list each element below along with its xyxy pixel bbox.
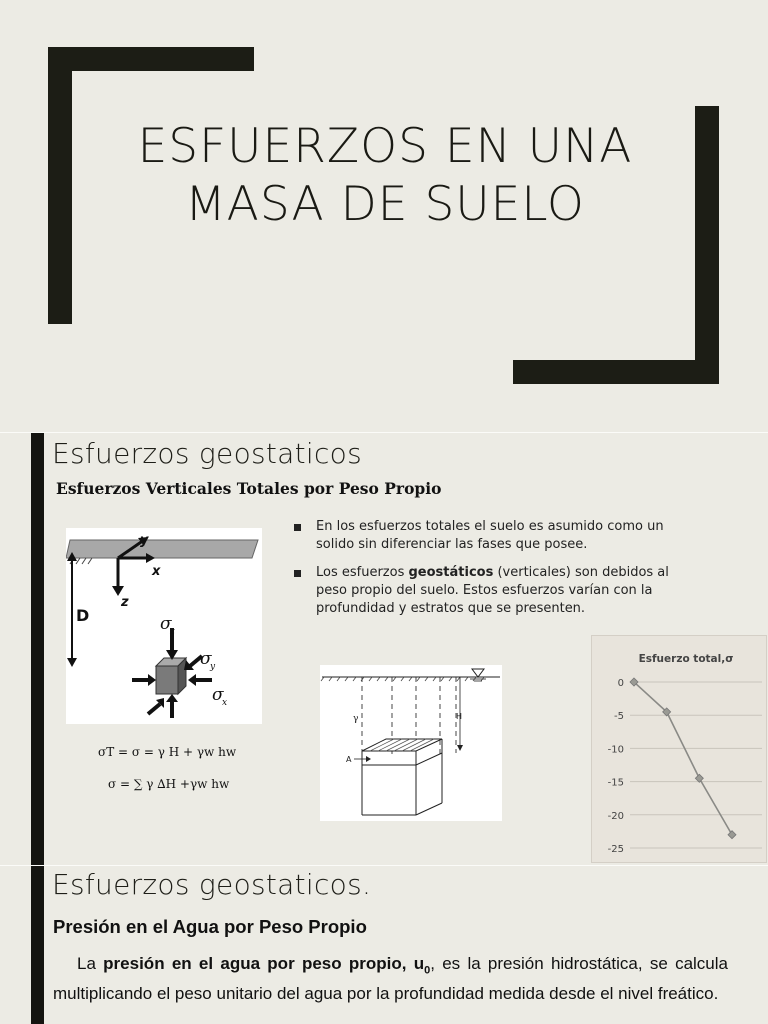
chart-y-tick-label: -5 [614, 711, 624, 723]
gamma-label: γ [353, 714, 359, 724]
frame-top-left-horizontal [48, 47, 254, 71]
depth-label: D [76, 606, 90, 625]
axis-z-label: z [121, 595, 129, 610]
left-accent-bar [31, 866, 44, 1024]
bullet-item: Los esfuerzos geostáticos (verticales) son debidos al peso propio del suelo. Estos esfuerzos varían con la profundidad y estratos que se presenten. [292, 564, 687, 618]
area-label: A [346, 755, 352, 764]
total-stress-chart-svg [592, 636, 768, 864]
sigma-y-subscript: y [210, 662, 216, 672]
frame-bottom-right-horizontal [513, 360, 719, 384]
chart-series-line [634, 682, 732, 835]
frame-top-left-vertical [48, 47, 72, 324]
sigma-x-label: σ [212, 685, 224, 705]
chart-y-tick-label: -25 [607, 844, 624, 855]
soil-element-diagram [66, 528, 262, 724]
chart-title: Esfuerzo total,σ [638, 653, 734, 665]
sigma-y-label: σ [200, 649, 212, 669]
title-line-2: MASA DE SUELO [185, 177, 585, 232]
geostatic-stress-slide [0, 433, 768, 865]
soil-element-svg [66, 528, 262, 724]
soil-column-diagram [320, 665, 502, 821]
formula-total-stress: σT = σ = γ H + γw hw [98, 745, 237, 759]
chart-data-point [728, 831, 736, 839]
total-stress-chart [591, 635, 767, 863]
left-accent-bar [31, 433, 44, 865]
body-paragraph: La presión en el agua por peso propio, $u_0$, es la presión hidrostática, se calcula multiplicando el peso unitario del agua por la profundidad medida desde el nivel freático. [53, 954, 728, 1004]
water-pressure-slide [0, 866, 768, 1024]
frame-bottom-right-vertical [695, 106, 719, 384]
formula-sum-stress: σ = ∑ γ ∆H +γw hw [108, 777, 230, 791]
sigma-x-subscript: x [222, 698, 228, 708]
title-slide [0, 0, 768, 432]
slide-heading: Esfuerzos geostaticos [52, 437, 362, 470]
slide-heading: Esfuerzos geostaticos. [52, 868, 372, 901]
sigma-z-label: σ [160, 614, 172, 634]
title-line-1: ESFUERZOS EN UNA [137, 119, 633, 174]
bullet-item: En los esfuerzos totales el suelo es asumido como un solido sin diferenciar las fases que posee. [292, 518, 687, 554]
slide-subheading: Esfuerzos Verticales Totales por Peso Propio [56, 479, 442, 498]
height-label: H [456, 712, 463, 721]
chart-y-tick-label: -20 [607, 810, 624, 822]
slide-subheading: Presión en el Agua por Peso Propio [53, 916, 367, 937]
axis-y-label: y [140, 533, 149, 548]
axis-x-label: x [152, 564, 161, 579]
chart-y-tick-label: 0 [617, 678, 624, 689]
chart-y-tick-label: -10 [607, 744, 624, 756]
slide-title [95, 118, 675, 234]
chart-y-tick-label: -15 [607, 777, 624, 789]
bullet-list [292, 518, 687, 628]
sigma-z-subscript: z [170, 627, 175, 637]
soil-column-svg [320, 665, 502, 821]
chart-data-point [695, 774, 703, 782]
